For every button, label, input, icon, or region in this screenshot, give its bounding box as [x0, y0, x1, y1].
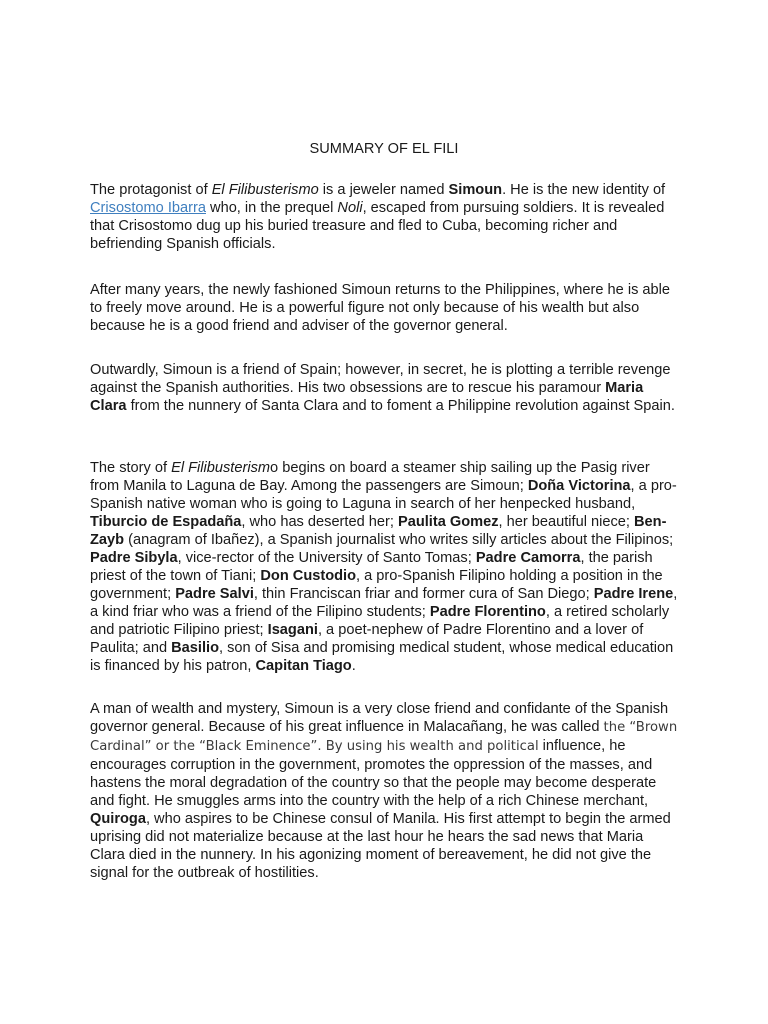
bold-name: Basilio	[171, 640, 219, 656]
text-run: A man of wealth and mystery, Simoun is a very close friend and confidante of the Spanish governor general. Because of his great influence in Malacañang, he was called	[90, 701, 669, 735]
bold-name: Ben-Zayb	[90, 514, 667, 548]
text-run: is a jeweler named	[318, 182, 449, 198]
paragraph-intro	[90, 181, 682, 253]
text-run: from the nunnery of Santa Clara and to foment a Philippine revolution against Spain.	[126, 398, 675, 414]
page-title: SUMMARY OF EL FILI	[309, 141, 459, 157]
bold-name: Doña Victorina	[527, 478, 631, 494]
text-run: Outwardly, Simoun is a friend of Spain; however, in secret, he is plotting a terrible revenge against the Spanish authorities. His two obsessions are to rescue his paramour	[90, 362, 671, 396]
text-run: , escaped from pursuing soldiers. It is revealed that Crisostomo dug up his buried treasure and fled to Cuba, becoming richer and befriending Spanish officials.	[90, 200, 665, 252]
bold-name: Padre Florentino	[429, 604, 546, 620]
text-run: influence, he encourages corruption in the government, promotes the oppression of the masses, and hastens the moral degradation of the country so that the people may become desperate and fight. He smuggles arms into the country with the help of a rich Chinese merchant,	[90, 738, 657, 809]
bold-name: Capitan Tiago	[255, 658, 352, 674]
italic-title: El Filibusterism	[171, 460, 271, 476]
bold-name: Paulita Gomez	[397, 514, 499, 530]
bold-name: Simoun	[448, 182, 503, 198]
paragraph-return: After many years, the newly fashioned Simoun returns to the Philippines, where he is able to freely move around. He is a powerful figure not only because of his wealth but also because he is a good friend and adviser of the governor general.	[90, 282, 671, 334]
bold-name: Padre Irene	[593, 586, 674, 602]
bold-name: Padre Sibyla	[90, 550, 178, 566]
bold-name: Tiburcio de Espadaña	[90, 514, 242, 530]
text-run: , a kind friar who was a friend of the Filipino students;	[90, 586, 678, 620]
bold-name: Isagani	[267, 622, 318, 638]
italic-title: El Filibusterismo	[211, 182, 319, 198]
paragraph-mystery	[90, 700, 682, 882]
text-run: .	[351, 658, 356, 674]
bold-name: Padre Salvi	[175, 586, 254, 602]
text-run: , a retired scholarly and patriotic Filipino priest;	[90, 604, 670, 638]
text-run: , her beautiful niece;	[498, 514, 635, 530]
text-run: (anagram of Ibañez), a Spanish journalist who writes silly articles about the Filipinos;	[124, 532, 674, 548]
text-run: , a pro-Spanish native woman who is going to Laguna in search of her henpecked husband,	[90, 478, 677, 512]
paragraph-passengers	[90, 459, 682, 675]
text-run: , vice-rector of the University of Santo Tomas;	[177, 550, 476, 566]
text-run: . He is the new identity of	[502, 182, 666, 198]
text-run: , a pro-Spanish Filipino holding a position in the government;	[90, 568, 663, 602]
text-run: , a poet-nephew of Padre Florentino and a lover of Paulita; and	[90, 622, 644, 656]
text-run-alt-font: the “Brown Cardinal” or the “Black Eminence”. By using his wealth and political	[90, 720, 678, 754]
text-run: The story of	[90, 460, 172, 476]
text-run: , son of Sisa and promising medical student, whose medical education is financed by his patron,	[90, 640, 674, 674]
text-run: The protagonist of	[90, 182, 212, 198]
bold-name: Padre Camorra	[475, 550, 581, 566]
text-run: , thin Franciscan friar and former cura of San Diego;	[253, 586, 594, 602]
text-run: , who aspires to be Chinese consul of Manila. His first attempt to begin the armed uprising did not materialize because at the last hour he hears the sad news that Maria Clara died in the nunnery. In his agonizing moment of bereavement, he did not give the signal for the outbreak of hostilities.	[90, 811, 671, 881]
text-run: o begins on board a steamer ship sailing up the Pasig river from Manila to Laguna de Bay. Among the passengers are Simoun;	[90, 460, 650, 494]
paragraph-revenge	[90, 361, 682, 415]
text-run: who, in the prequel	[205, 200, 338, 216]
bold-name: Quiroga	[90, 811, 146, 827]
italic-title: Noli	[337, 200, 363, 216]
crisostomo-ibarra-link[interactable]: Crisostomo Ibarra	[90, 200, 206, 216]
text-run: , who has deserted her;	[241, 514, 398, 530]
bold-name: Maria Clara	[90, 380, 644, 414]
text-run: , the parish priest of the town of Tiani;	[90, 550, 653, 584]
bold-name: Don Custodio	[260, 568, 357, 584]
